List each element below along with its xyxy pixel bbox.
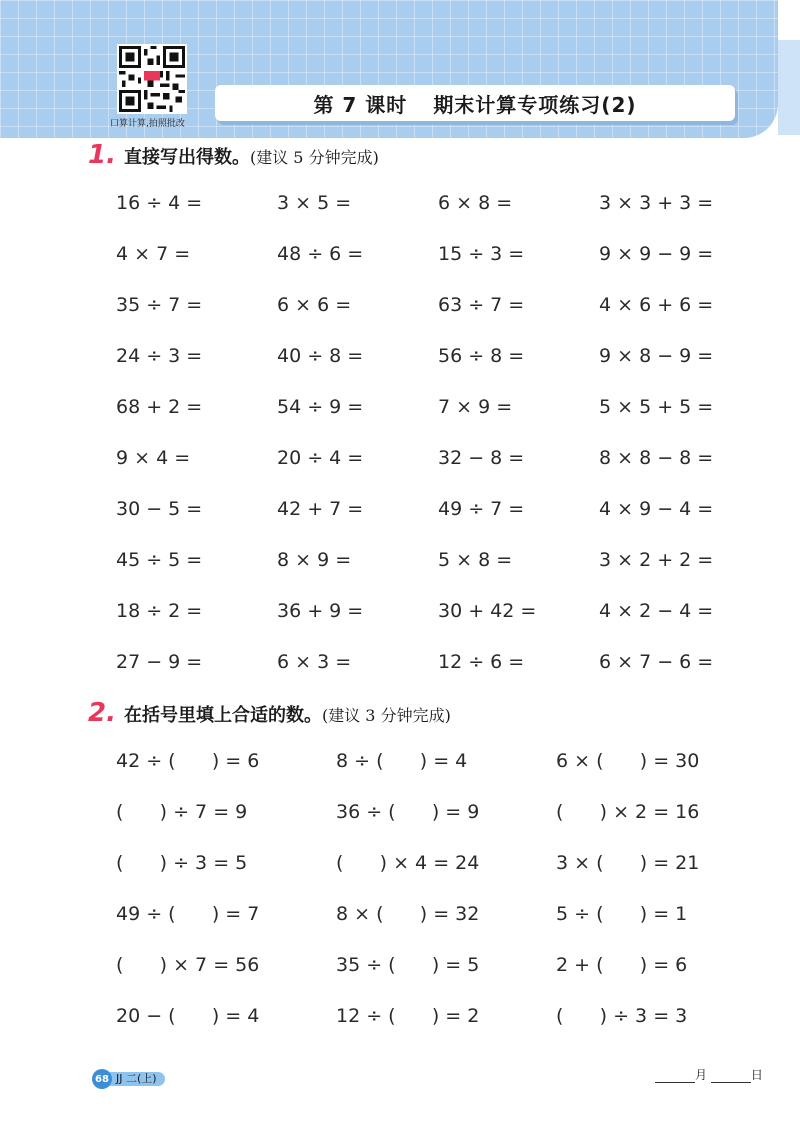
lesson-title-bar [215, 85, 735, 121]
exercise-item: 8 × 8 − 8 = [599, 447, 714, 469]
fill-blank-item[interactable]: ( ) ÷ 7 = 9 [116, 801, 248, 823]
fill-blank-item[interactable]: 20 − ( ) = 4 [116, 1005, 260, 1027]
fill-blank-item[interactable]: ( ) ÷ 3 = 3 [556, 1005, 688, 1027]
exercise-item: 45 ÷ 5 = [116, 549, 203, 571]
section-2-number: 2. [88, 698, 116, 728]
exercise-item: 6 × 7 − 6 = [599, 651, 714, 673]
section-2-heading [88, 698, 451, 728]
exercise-item: 16 ÷ 4 = [116, 192, 203, 214]
fill-blank-item[interactable]: 5 ÷ ( ) = 1 [556, 903, 688, 925]
fill-blank-item[interactable]: 3 × ( ) = 21 [556, 852, 700, 874]
exercise-item: 20 ÷ 4 = [277, 447, 364, 469]
exercise-item: 9 × 4 = [116, 447, 191, 469]
section-2-title: 在括号里填上合适的数。 [123, 705, 322, 726]
exercise-item: 32 − 8 = [438, 447, 525, 469]
exercise-item: 3 × 3 + 3 = [599, 192, 714, 214]
section-2-exercises [116, 746, 756, 1052]
exercise-item: 68 + 2 = [116, 396, 203, 418]
section-1-heading [88, 140, 379, 170]
exercise-item: 27 − 9 = [116, 651, 203, 673]
month-label: 月 [695, 1068, 708, 1082]
fill-blank-item[interactable]: 35 ÷ ( ) = 5 [336, 954, 480, 976]
exercise-item: 9 × 8 − 9 = [599, 345, 714, 367]
exercise-item: 6 × 6 = [277, 294, 352, 316]
fill-blank-item[interactable]: 8 ÷ ( ) = 4 [336, 750, 468, 772]
fill-blank-item[interactable]: ( ) × 2 = 16 [556, 801, 700, 823]
section-1-exercises [116, 188, 760, 698]
fill-blank-item[interactable]: ( ) ÷ 3 = 5 [116, 852, 248, 874]
exercise-item: 30 − 5 = [116, 498, 203, 520]
exercise-item: 36 + 9 = [277, 600, 364, 622]
exercise-item: 24 ÷ 3 = [116, 345, 203, 367]
lesson-number: 第 7 课时 [313, 92, 408, 117]
page-footer-badge [92, 1069, 165, 1089]
exercise-item: 35 ÷ 7 = [116, 294, 203, 316]
exercise-item: 9 × 9 − 9 = [599, 243, 714, 265]
exercise-item: 5 × 8 = [438, 549, 513, 571]
day-label: 日 [750, 1068, 763, 1082]
exercise-item: 12 ÷ 6 = [438, 651, 525, 673]
section-1-hint: (建议 5 分钟完成) [249, 148, 379, 167]
fill-blank-item[interactable]: ( ) × 7 = 56 [116, 954, 260, 976]
qr-caption: 口算计算,拍照批改 [110, 119, 185, 129]
exercise-item: 4 × 2 − 4 = [599, 600, 714, 622]
qr-code-icon[interactable] [117, 44, 187, 114]
fill-blank-item[interactable]: 12 ÷ ( ) = 2 [336, 1005, 480, 1027]
section-2-hint: (建议 3 分钟完成) [321, 706, 451, 725]
exercise-item: 15 ÷ 3 = [438, 243, 525, 265]
fill-blank-item[interactable]: 49 ÷ ( ) = 7 [116, 903, 260, 925]
exercise-item: 48 ÷ 6 = [277, 243, 364, 265]
exercise-item: 3 × 2 + 2 = [599, 549, 714, 571]
section-1-number: 1. [88, 140, 116, 170]
fill-blank-item[interactable]: ( ) × 4 = 24 [336, 852, 480, 874]
exercise-item: 3 × 5 = [277, 192, 352, 214]
fill-blank-item[interactable]: 8 × ( ) = 32 [336, 903, 480, 925]
exercise-item: 49 ÷ 7 = [438, 498, 525, 520]
exercise-item: 30 + 42 = [438, 600, 537, 622]
exercise-item: 6 × 8 = [438, 192, 513, 214]
page-title: 期末计算专项练习(2) [433, 92, 637, 117]
page-spine [778, 40, 800, 135]
exercise-item: 63 ÷ 7 = [438, 294, 525, 316]
fill-blank-item[interactable]: 2 + ( ) = 6 [556, 954, 688, 976]
exercise-item: 40 ÷ 8 = [277, 345, 364, 367]
month-blank[interactable] [655, 1070, 695, 1083]
day-blank[interactable] [711, 1070, 751, 1083]
exercise-item: 8 × 9 = [277, 549, 352, 571]
exercise-item: 5 × 5 + 5 = [599, 396, 714, 418]
grade-label: JJ 二(上) [104, 1072, 165, 1086]
fill-blank-item[interactable]: 36 ÷ ( ) = 9 [336, 801, 480, 823]
fill-blank-item[interactable]: 6 × ( ) = 30 [556, 750, 700, 772]
exercise-item: 4 × 6 + 6 = [599, 294, 714, 316]
exercise-item: 56 ÷ 8 = [438, 345, 525, 367]
fill-blank-item[interactable]: 42 ÷ ( ) = 6 [116, 750, 260, 772]
exercise-item: 42 + 7 = [277, 498, 364, 520]
date-field [655, 1066, 763, 1083]
section-1-title: 直接写出得数。 [123, 147, 250, 168]
exercise-item: 54 ÷ 9 = [277, 396, 364, 418]
exercise-item: 6 × 3 = [277, 651, 352, 673]
exercise-item: 4 × 9 − 4 = [599, 498, 714, 520]
exercise-item: 4 × 7 = [116, 243, 191, 265]
exercise-item: 7 × 9 = [438, 396, 513, 418]
page-number: 68 [92, 1069, 112, 1089]
exercise-item: 18 ÷ 2 = [116, 600, 203, 622]
